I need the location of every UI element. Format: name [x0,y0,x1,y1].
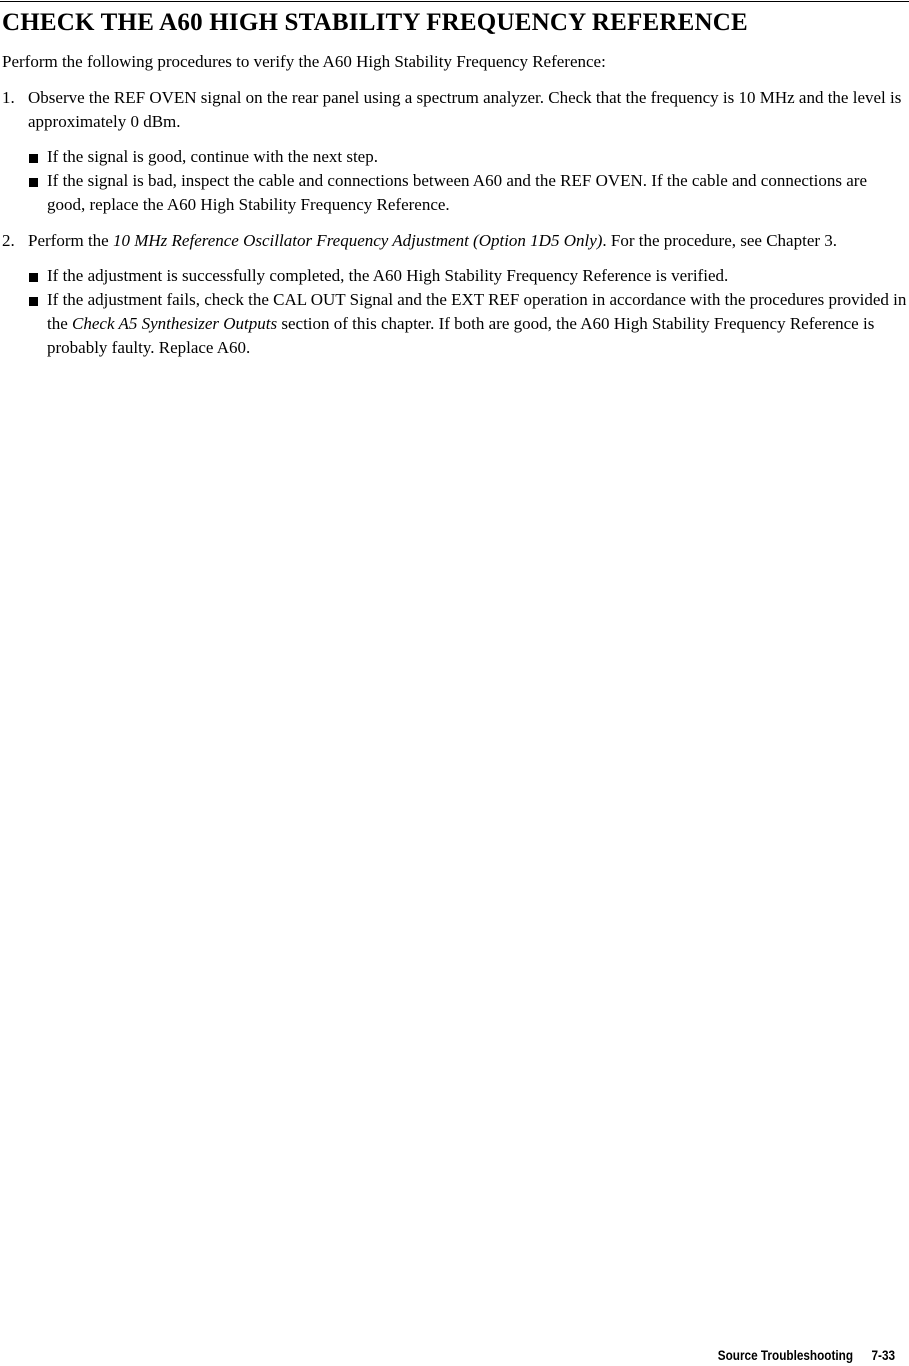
list-item [28,169,909,217]
step-text-tail: . For the procedure, see Chapter 3. [602,231,838,250]
step-number: 1. [2,88,15,107]
step-text: Observe the REF OVEN signal on the rear panel using a spectrum analyzer. Check that the frequency is 10 MHz and the level is approximately 0 dBm. [28,88,902,131]
bullet-text-tail: section of this chapter. If both are good, the A60 High Stability Frequency Reference is probably faulty. Replace A60. [47,314,875,357]
step-2-bullets [28,264,909,360]
step-1 [0,86,909,217]
step-2 [0,229,909,360]
square-bullet-icon [29,297,38,306]
page-footer [718,1346,895,1364]
section-reference: Check A5 Synthesizer Outputs [72,314,278,333]
bullet-text [47,288,907,360]
footer-section-title: Source Troubleshooting [717,1347,853,1363]
list-item [28,145,909,169]
square-bullet-icon [29,273,38,282]
adjustment-reference: 10 MHz Reference Oscillator Frequency Adjustment (Option 1D5 Only) [112,231,603,250]
square-bullet-icon [29,154,38,163]
step-1-bullets [28,145,909,217]
bullet-text-lead: If the adjustment fails, check the CAL OUT Signal and the EXT REF operation in accordance with the procedures provided in the [47,290,907,333]
step-text-lead: Perform the [28,231,113,250]
square-bullet-icon [29,178,38,187]
step-text [28,229,903,253]
page-number: 7-33 [871,1347,895,1363]
bullet-text: If the signal is good, continue with the next step. [47,147,378,166]
page-title: CHECK THE A60 HIGH STABILITY FREQUENCY REFERENCE [2,9,748,36]
list-item [28,288,909,360]
top-rule [0,1,909,2]
step-number: 2. [2,231,15,250]
bullet-text: If the adjustment is successfully completed, the A60 High Stability Frequency Reference is verified. [47,266,729,285]
procedure-steps [0,86,909,372]
list-item [28,264,909,288]
bullet-text: If the signal is bad, inspect the cable and connections between A60 and the REF OVEN. If the cable and connections are good, replace the A60 High Stability Frequency Reference. [47,171,867,214]
intro-paragraph: Perform the following procedures to verify the A60 High Stability Frequency Reference: [2,52,606,71]
